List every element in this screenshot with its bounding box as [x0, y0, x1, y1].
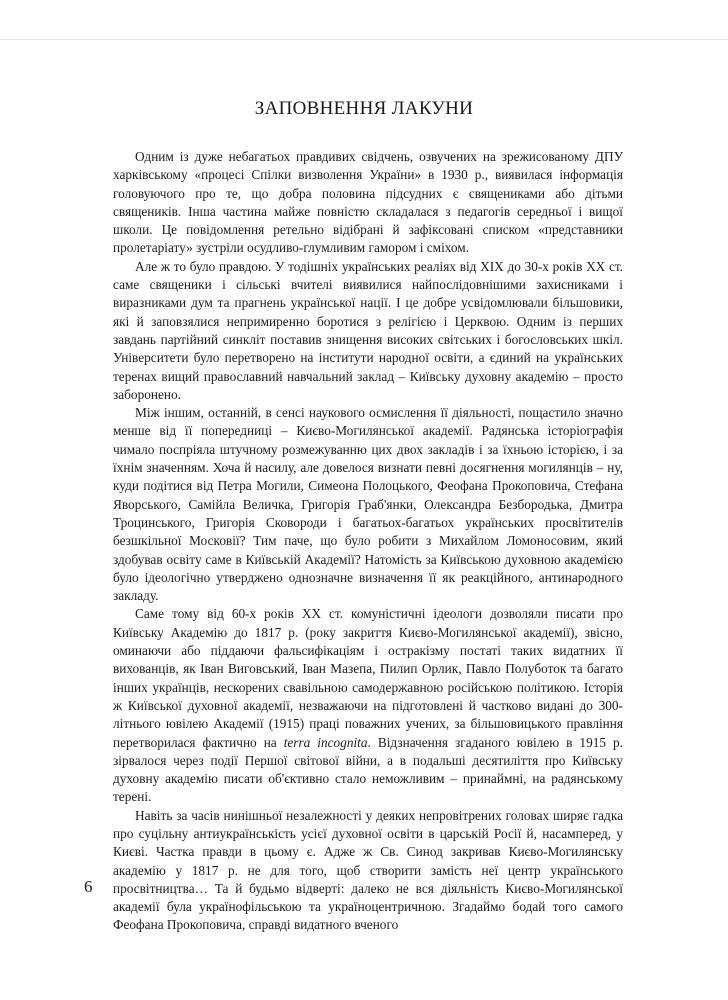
paragraph-3: Між іншим, останній, в сенсі наукового осмислення її діяльності, пощастило значно менше від її попередниці – Києво-Могилянської академії. Радянська історіографія чимало поспріяла штучному розмежуванню цих двох закладів і за їхньою історією, і за їхнім значенням. Хоча й насилу, але довелося визнати певні досягнення могилянців – ну, куди подітися від Петра Могили, Симеона Полоцького, Феофана Прокоповича, Стефана Яворського, Самійла Величка, Григорія Граб'янки, Олександра Безбородька, Дмитра Троцинського, Григорія Сковороди і багатьох-багатьох українських просвітителів безшкільної Московії? Тим паче, що було робити з Михайлом Ломоносовим, який здобував освіту саме в Київській Академії? Натомість за Київською духовною академією було ідеологічно утверджено однозначне визначення її як реакційного, антинародного закладу.	[113, 405, 623, 604]
paragraph-4-tail: . Відзначення згаданого ювілею в 1915 р. зірвалося через події Першої світової війни, а в подальші десятиліття про Київську духовну академію писати об'єктивно стало неможливим – принаймні, на радянському терені.	[113, 734, 623, 805]
paragraph-1: Одним із дуже небагатьох правдивих свідчень, озвучених на зрежисованому ДПУ харківському «процесі Спілки визволення України» в 1930 р., виявилася інформація головуючого про те, що добра половина підсудних є священиками або дітьми священиків. Інша частина майже повністю складалася з педагогів середньої і вищої школи. Це повідомлення ретельно відібрані й зафіксовані списком «представники пролетаріату» зустріли осудливо-глумливим гамором і сміхом.	[113, 149, 623, 256]
paragraph-4-text: Саме тому від 60-х років XX ст. комуністичні ідеологи дозволяли писати про Київську Академію до 1817 р. (року закриття Києво-Могилянської академії), звісно, оминаючи або піддаючи фальсифікаціям і остракізму постаті таких видатних її вихованців, як Іван Виговський, Іван Мазепа, Пилип Орлик, Павло Полуботок та багато інших українців, нескорених свавільною самодержавною російською політикою. Історія ж Київської духовної академії, незважаючи на підготовлені й частково видані до 300-літнього ювілею Академії (1915) праці поважних учених, за більшовицького правління перетворилася фактично на	[113, 606, 623, 750]
top-divider	[0, 39, 728, 40]
paragraph-4	[113, 605, 623, 806]
page-number: 6	[84, 877, 93, 896]
paragraph-2: Але ж то було правдою. У тодішніх українських реаліях від XIX до 30-х років XX ст. саме священики і сільські вчителі виявилися найпослідовнішими захисниками і виразниками дум та прагнень української нації. І це добре усвідомлювали більшовики, які й заповзялися непримиренно боротися з релігією і Церквою. Одним із перших завдань партійний синкліт поставив знищення високих світських і богословських шкіл. Університети було перетворено на інститути народної освіти, а єдиний на українських теренах вищий православний навчальний заклад – Київську духовну академію – просто заборонено.	[113, 258, 623, 402]
paragraph-4-italic: terra incognita	[283, 734, 368, 750]
paragraph-5: Навіть за часів нинішньої незалежності у деяких непровітрених головах ширяє гадка про суцільну антиукраїнськість усієї духовної освіти в царській Росії й, насамперед, у Києві. Частка правди в цьому є. Адже ж Св. Синод закривав Києво-Могилянську академію у 1817 р. не для того, щоб створити замість неї центр українського просвітництва… Та й будьмо відверті: далеко не вся діяльність Києво-Могилянської академії була українофільською та україноцентричною. Згадаймо бодай того самого Феофана Прокоповича, справді видатного вченого	[113, 807, 623, 933]
body-text	[113, 148, 623, 935]
page-title: ЗАПОВНЕННЯ ЛАКУНИ	[254, 98, 474, 119]
